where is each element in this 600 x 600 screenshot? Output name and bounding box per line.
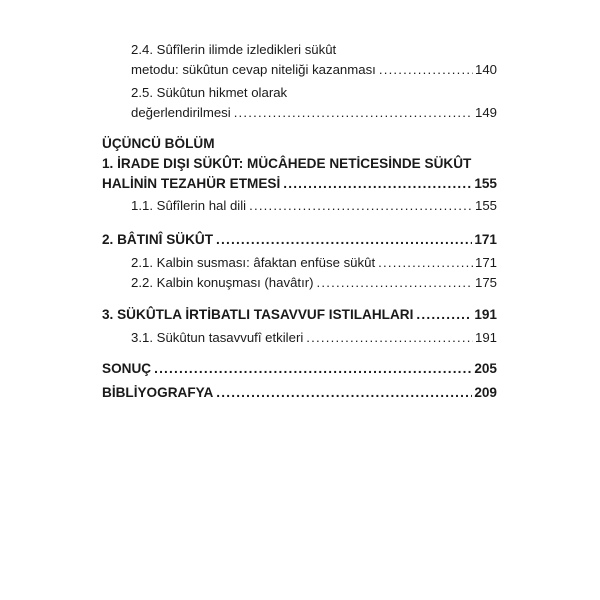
toc-entry-chapter-1-line2[interactable] (102, 174, 497, 194)
toc-entry-2-5-line2[interactable] (131, 103, 497, 123)
toc-page-number: 155 (474, 176, 497, 191)
toc-entry-2-4-line1[interactable] (131, 40, 497, 60)
toc-entry-2-2[interactable] (131, 273, 497, 293)
toc-entry-1-1[interactable] (131, 196, 497, 216)
dot-leader (306, 328, 473, 348)
toc-entry-text: 2. BÂTINÎ SÜKÛT (102, 232, 214, 247)
toc-entry-sonuc[interactable] (102, 359, 497, 379)
toc-entry-chapter-1-line1[interactable] (102, 154, 497, 174)
toc-entry-text: BİBLİYOGRAFYA (102, 385, 214, 400)
toc-entry-text: HALİNİN TEZAHÜR ETMESİ (102, 176, 281, 191)
toc-page-number: 171 (474, 232, 497, 247)
toc-page-number: 171 (474, 255, 497, 270)
toc-entry-text: 2.5. Sükûtun hikmet olarak (131, 85, 288, 100)
toc-entry-chapter-3[interactable] (102, 305, 497, 325)
dot-leader (317, 273, 473, 293)
toc-entry-3-1[interactable] (131, 328, 497, 348)
toc-entry-text: 1. İRADE DIŞI SÜKÛT: MÜCÂHEDE NETİCESİNDE SÜKÛT (102, 156, 472, 171)
toc-entry-text: SONUÇ (102, 361, 152, 376)
dot-leader (416, 305, 472, 325)
section-heading-text: ÜÇÜNCÜ BÖLÜM (102, 136, 215, 151)
dot-leader (249, 196, 473, 216)
dot-leader (234, 103, 473, 123)
toc-entry-text: 2.2. Kalbin konuşması (havâtır) (131, 275, 314, 290)
toc-entry-text: 1.1. Sûfîlerin hal dili (131, 198, 247, 213)
toc-page-number: 140 (474, 62, 497, 77)
dot-leader (283, 174, 472, 194)
toc-entry-text: metodu: sükûtun cevap niteliği kazanması (131, 62, 376, 77)
dot-leader (216, 230, 472, 250)
toc-entry-text: değerlendirilmesi (131, 105, 231, 120)
toc-entry-bibliyografya[interactable] (102, 383, 497, 403)
toc-entry-text: 3. SÜKÛTLA İRTİBATLI TASAVVUF ISTILAHLARI (102, 307, 414, 322)
toc-entry-2-4-line2[interactable] (131, 60, 497, 80)
toc-page-number: 155 (474, 198, 497, 213)
dot-leader (216, 383, 472, 403)
toc-entry-2-5-line1[interactable] (131, 83, 497, 103)
toc-entry-text: 2.4. Sûfîlerin ilimde izledikleri sükût (131, 42, 337, 57)
toc-page-number: 209 (474, 385, 497, 400)
toc-entry-text: 3.1. Sükûtun tasavvufî etkileri (131, 330, 304, 345)
toc-page-number: 149 (474, 105, 497, 120)
toc-page-number: 191 (474, 307, 497, 322)
dot-leader (379, 60, 473, 80)
toc-entry-2-1[interactable] (131, 253, 497, 273)
toc-page-number: 191 (474, 330, 497, 345)
toc-page-number: 175 (474, 275, 497, 290)
toc-entry-chapter-2[interactable] (102, 230, 497, 250)
dot-leader (154, 359, 472, 379)
section-heading (102, 134, 497, 154)
toc-page-number: 205 (474, 361, 497, 376)
dot-leader (378, 253, 473, 273)
toc-entry-text: 2.1. Kalbin susması: âfaktan enfüse sükût (131, 255, 376, 270)
